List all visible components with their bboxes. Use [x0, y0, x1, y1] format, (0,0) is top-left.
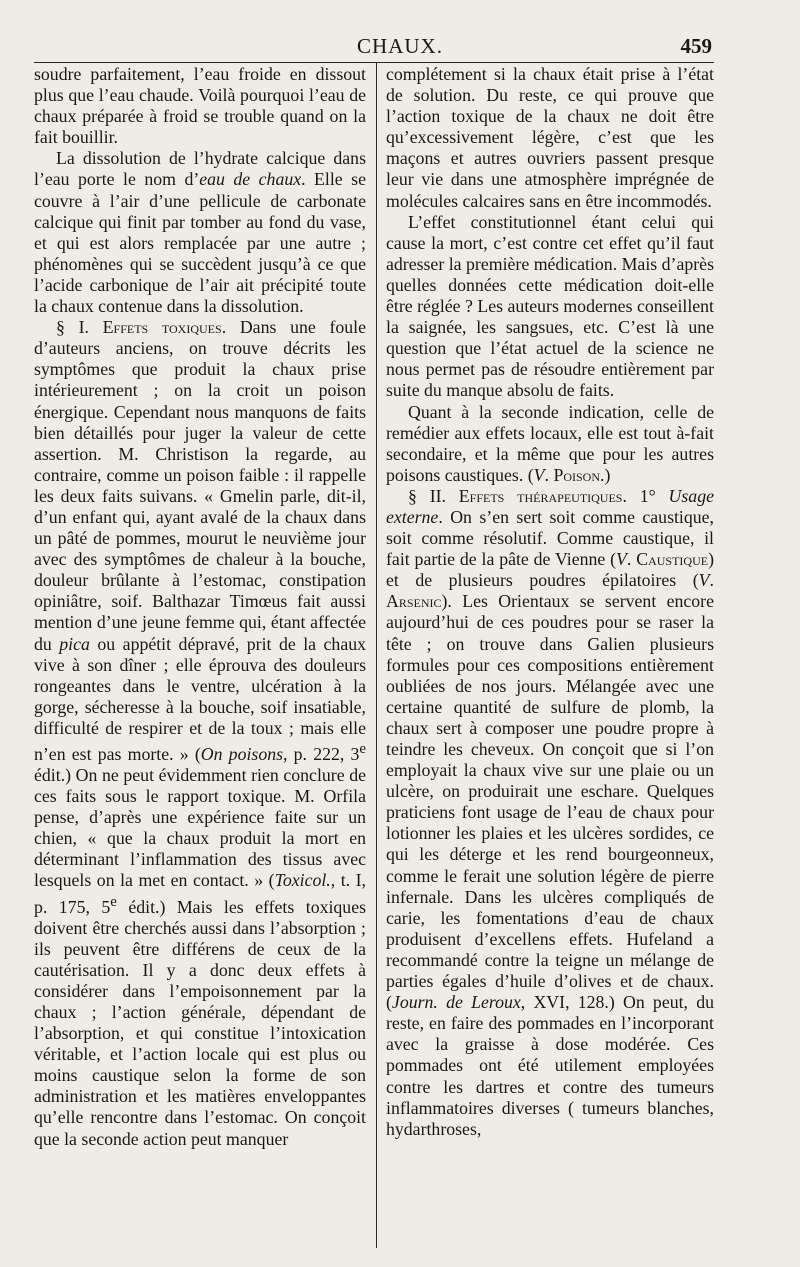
paragraph: complétement si la chaux était prise à l’état de solution. Du reste, ce qui prouve que l’action toxique de la chaux ne doit être qu’excessivement légère, c’est que les maçons et autres ouvriers passent presque leur vie dans une atmosphère imprégnée de molécules calcaires sans en être incommodés. [386, 64, 714, 211]
page-number: 459 [680, 34, 712, 58]
paragraph: La dissolution de l’hydrate calcique dans l’eau porte le nom d’eau de chaux. Elle se couvre à l’air d’une pellicule de carbonate calcique qui finit par tomber au fond du vase, et qui est alors remplacée par une autre ; phénomènes qui se succèdent jusqu’à ce que l’acide carbonique de l’air ait précipité toute la chaux contenue dans la dissolution. [34, 148, 366, 317]
running-header-title: CHAUX. [357, 34, 443, 58]
column-divider [376, 63, 377, 1248]
right-column [386, 64, 714, 1140]
header-rule [34, 62, 714, 63]
left-column [34, 64, 366, 1150]
paragraph: § II. Effets thérapeutiques. 1° Usage externe. On s’en sert soit comme caustique, soit comme résolutif. Comme caustique, il fait partie de la pâte de Vienne (V. Caustique) et de plusieurs poudres épilatoires (V. Arsenic). Les Orientaux se servent encore aujourd’hui de ces poudres pour se raser la tête ; on trouve dans Galien plusieurs formules pour ces compositions entièrement oubliées de nos jours. Mélangée avec une certaine quantité de sulfure de plomb, la chaux sert à composer une poudre propre à teindre les cheveux. On conçoit que si l’on employait la chaux vive sur une plaie ou un ulcère, on produirait une eschare. Quelques praticiens font usage de l’eau de chaux pour lotionner les plaies et les ulcères sordides, ce qui les déterge et les rend bourgeonneux, comme le ferait une solution légère de pierre infernale. Dans les ulcères compliqués de carie, les fomentations d’eau de chaux produisent d’excellens effets. Hufeland a recommandé contre la teigne un mélange de parties égales d’huile d’olives et de chaux. (Journ. de Leroux, XVI, 128.) On peut, du reste, en faire des pommades en l’incorporant avec la graisse à dose modérée. Ces pommades ont été utilement employées contre les dartres et contre des tumeurs inflammatoires diverses ( tumeurs blanches, hydarthroses, [386, 485, 715, 1139]
paragraph: soudre parfaitement, l’eau froide en dissout plus que l’eau chaude. Voilà pourquoi l’eau de chaux préparée à froid se trouble quand on la fait bouillir. [34, 64, 366, 148]
paragraph: Quant à la seconde indication, celle de remédier aux effets locaux, elle est tout à-fait secondaire, et la même que pour les autres poisons caustiques. (V. Poison.) [386, 401, 714, 485]
paragraph: L’effet constitutionnel étant celui qui cause la mort, c’est contre cet effet qu’il faut adresser la première médication. Mais d’après quelles données cette médication doit-elle être réglée ? Les auteurs modernes conseillent la saignée, les sangsues, etc. C’est là une question que l’état actuel de la science ne nous permet pas de résoudre entièrement par suite du manque absolu de faits. [386, 211, 714, 401]
paragraph: § I. Effets toxiques. Dans une foule d’auteurs anciens, on trouve décrits les symptômes que produit la chaux prise intérieurement ; on la croit un poison énergique. Cependant nous manquons de faits bien détaillés pour juger la valeur de cette assertion. M. Christison la regarde, au contraire, comme un poison faible : il rappelle les deux faits suivans. « Gmelin parle, dit-il, d’un enfant qui, ayant avalé de la chaux dans un pâté de pommes, mourut le neuvième jour avec des symptômes de chaleur à la bouche, douleur brûlante à l’estomac, constipation opiniâtre, soif. Balthazar Timœus fait aussi mention d’une jeune femme qui, étant affectée du pica ou appétit dépravé, prit de la chaux vive à son dîner ; elle éprouva des douleurs rongeantes dans le ventre, ulcération à la gorge, sécheresse à la bouche, soif insatiable, difficulté de respirer et de la toux ; mais elle n’en est pas morte. » (On poisons, p. 222, 3e édit.) On ne peut évidemment rien conclure de ces faits sous le rapport toxique. M. Orfila pense, d’après une expérience faite sur un chien, « que la chaux produit la mort en déterminant l’inflammation des tissus avec lesquels on la met en contact. » (Toxicol., t. I, p. 175, 5e édit.) Mais les effets toxiques doivent être cherchés aussi dans l’absorption ; ils peuvent être différens de ceux de la cautérisation. Il y a donc deux effets à considérer dans l’empoisonnement par la chaux ; l’action générale, dépendant de l’absorption, et qui constitue l’intoxication véritable, et l’action locale qui est plus ou moins caustique selon la forme de son administration et les matières enveloppantes qu’elle rencontre dans l’estomac. On conçoit que la seconde action peut manquer [34, 317, 367, 1149]
